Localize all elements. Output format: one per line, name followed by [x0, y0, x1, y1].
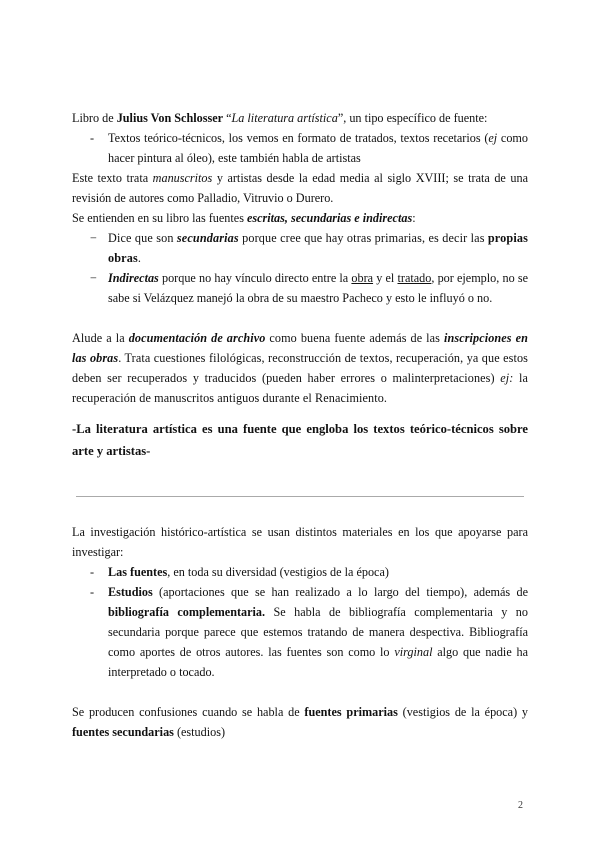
text-bold: fuentes primarias	[304, 705, 398, 719]
paragraph-confusions	[72, 702, 528, 742]
text: (aportaciones que se han realizado a lo largo del tiempo), además de	[152, 585, 528, 599]
text: porque no hay vínculo directo entre la	[158, 271, 352, 285]
bullet-marker: −	[90, 271, 97, 285]
text-underlined: obra	[351, 271, 374, 285]
text: Dice que son	[108, 231, 177, 245]
bullet-sources	[108, 562, 528, 582]
text: (estudios)	[173, 725, 226, 739]
text-underlined: tratado	[397, 271, 432, 285]
text: Se entienden en su libro las fuentes	[72, 211, 247, 225]
text-italic: ej	[488, 131, 498, 145]
text: Libro de	[72, 111, 117, 125]
text-bold-italic: secundarias	[176, 231, 239, 245]
paragraph-materials: La investigación histórico-artística se usan distintos materiales en los que apoyarse para investigar:	[72, 525, 528, 559]
text: (vestigios de la época) y	[397, 705, 528, 719]
text-bold-italic: escritas, secundarias e indirectas	[246, 211, 413, 225]
text: . Trata cuestiones filológicas, reconstrucción de textos, recuperación, ya que estos deben ser recuperados y traducidos (pueden haber errores o malinterpretaciones)	[72, 351, 528, 385]
paragraph-intro	[72, 108, 528, 128]
text: y artistas desde la edad media al siglo XVIII; se trata de una revisión de autores como Palladio, Vitruvio o Durero.	[72, 171, 528, 205]
text: la recuperación de manuscritos antiguos durante el Renacimiento.	[72, 371, 528, 405]
text: y el	[373, 271, 398, 285]
text-bold: bibliografía complementaria.	[108, 605, 266, 619]
text: :	[412, 211, 416, 225]
paragraph-sources	[72, 208, 528, 228]
text-bold-italic: Indirectas	[108, 271, 159, 285]
text-bold-italic: inscripciones en las obras	[72, 331, 528, 365]
text: Textos teórico-técnicos, los vemos en formato de tratados, textos recetarios (	[108, 131, 489, 145]
text-bold: Estudios	[108, 585, 153, 599]
text-bold: fuentes secundarias	[72, 725, 174, 739]
text: “	[223, 111, 232, 125]
bullet-secondary	[108, 228, 528, 268]
text-bold: Las fuentes	[108, 565, 168, 579]
paragraph-manuscripts	[72, 168, 528, 208]
divider	[76, 496, 524, 497]
text: porque cree que hay otras primarias, es decir las	[238, 231, 488, 245]
text: Se habla de bibliografía complementaria y no secundaria porque parece que estemos tratando de manera despectiva. Bibliografía como aportes de otros autores. las fuentes son como lo	[108, 605, 528, 659]
bullet-text-treatises	[108, 128, 528, 168]
text-italic: manuscritos	[152, 171, 213, 185]
bullet-marker: -	[90, 565, 95, 579]
text: Alude a la	[72, 331, 129, 345]
book-title: La literatura artística	[231, 111, 338, 125]
author-name: Julius Von Schlosser	[116, 111, 224, 125]
text-bold: propias obras	[108, 231, 528, 265]
text: .	[137, 251, 142, 265]
bullet-studies	[108, 582, 528, 682]
text: , en toda su diversidad (vestigios de la época)	[167, 565, 389, 579]
text-italic: ej:	[500, 371, 514, 385]
bullet-marker: −	[90, 231, 97, 245]
section-heading: -La literatura artística es una fuente que engloba los textos teórico-técnicos sobre arte y artistas-	[72, 422, 528, 458]
text-italic: virginal	[394, 645, 433, 659]
text: como hacer pintura al óleo), este también habla de artistas	[108, 131, 529, 165]
bullet-marker: -	[90, 585, 95, 599]
paragraph-archive	[72, 328, 528, 408]
text: , por ejemplo, no se sabe si Velázquez manejó la obra de su maestro Pacheco y esto le influyó o no.	[108, 271, 528, 305]
bullet-indirect	[108, 268, 528, 308]
text: como buena fuente además de las	[265, 331, 444, 345]
text: ”, un tipo específico de fuente:	[337, 111, 488, 125]
page-number: 2	[518, 800, 523, 811]
text: Se producen confusiones cuando se habla de	[72, 705, 305, 719]
bullet-marker: -	[90, 131, 95, 145]
text: algo que nadie ha interpretado o tocado.	[108, 645, 529, 679]
text-bold-italic: documentación de archivo	[128, 331, 266, 345]
text: Este texto trata	[72, 171, 153, 185]
